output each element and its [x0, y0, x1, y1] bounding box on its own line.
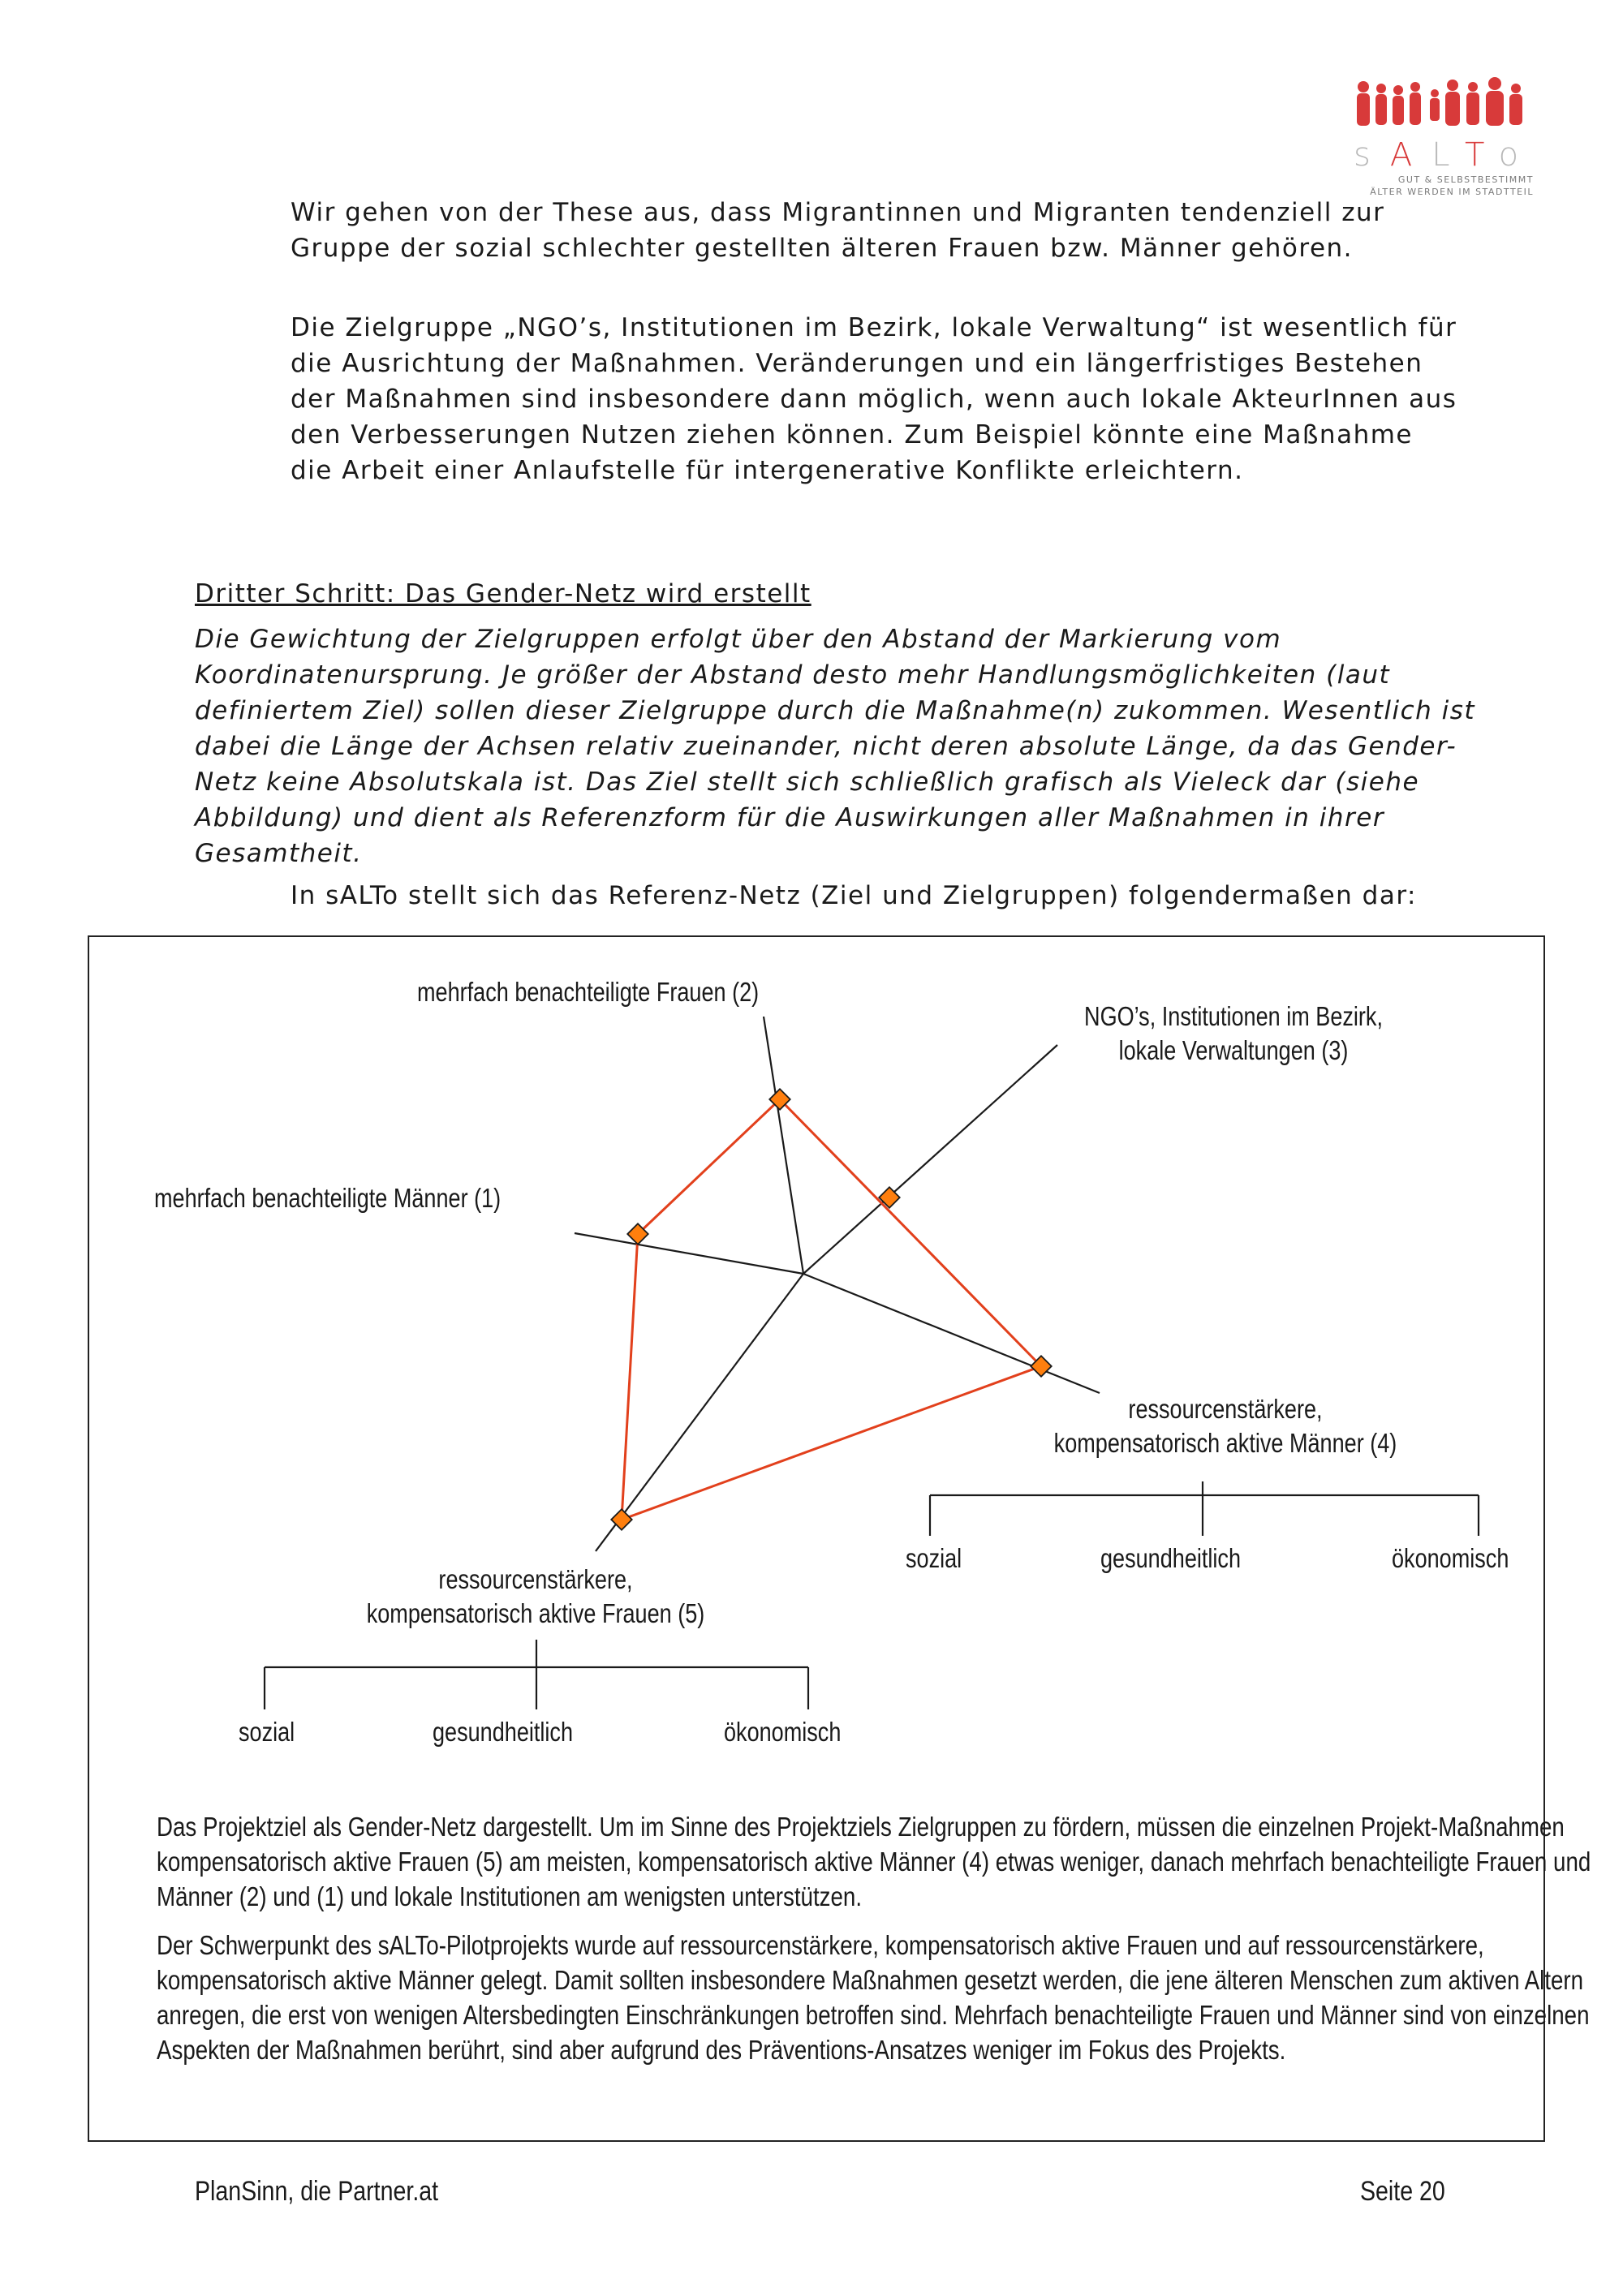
axis-label-4-line1: ressourcenstärkere,	[1128, 1394, 1323, 1424]
footer-company: PlanSinn, die Partner.at	[195, 2176, 439, 2207]
tree-women-sozial: sozial	[239, 1717, 295, 1747]
axis-label-5-line1: ressourcenstärkere,	[438, 1564, 633, 1594]
paragraph-ngo-target-group: Die Zielgruppe „NGO’s, Institutionen im Bezirk, lokale Verwaltung“ ist wesentlich für die Ausrichtung der Maßnahmen. Veränderungen und ein längerfristiges Bestehen der Maßnahmen sind insbesondere dann möglich, wenn auch lokale AkteurInnen aus den Verbesserungen Nutzen ziehen können. Zum Beispiel könnte eine Maßnahme die Arbeit einer Anlaufstelle für intergenerative Konflikte erleichtern.	[291, 313, 1457, 485]
tree-men	[930, 1481, 1479, 1536]
tagline-line-2: ÄLTER WERDEN IM STADTTEIL	[1370, 187, 1534, 197]
logo-letter: T	[1465, 136, 1499, 174]
logo-letter: s	[1354, 136, 1390, 174]
axis-label-3-line1: NGO’s, Institutionen im Bezirk,	[1084, 1001, 1383, 1031]
tree-women-gesundheitlich: gesundheitlich	[433, 1717, 574, 1747]
logo-letter: L	[1431, 136, 1465, 174]
axis-line-3	[803, 1045, 1057, 1274]
figure-caption-2: Der Schwerpunkt des sALTo-Pilotprojekts wurde auf ressourcenstärkere, kompensatorisch aktive Frauen und auf ressourcenstärkere, kompensatorisch aktive Männer gelegt. Damit sollten insbesondere Maßnahmen gesetzt werden, die jene älteren Menschen zum aktiven Altern anregen, die erst von wenigen Altersbedingten Einschränkungen betroffen sind. Mehrfach benachteiligte Frauen und Männer sind von einzelnen Aspekten der Maßnahmen berührt, sind aber aufgrund des Präventions-Ansatzes weniger im Fokus des Projekts.	[157, 1930, 1590, 2065]
footer-page-number: Seite 20	[1360, 2176, 1445, 2207]
axis-label-3-line2: lokale Verwaltungen (3)	[1118, 1035, 1349, 1065]
logo-letter: A	[1389, 136, 1432, 174]
paragraph-weighting-explanation: Die Gewichtung der Zielgruppen erfolgt über den Abstand der Markierung vom Koordinatenursprung. Je größer der Abstand desto mehr Handlungsmöglichkeiten (laut definiertem Ziel) sollen dieser Zielgruppe durch die Maßnahme(n) zukommen. Wesentlich ist dabei die Länge der Achsen relativ zueinander, nicht deren absolute Länge, da das Gender-Netz keine Absolutskala ist. Das Ziel stellt sich schließlich grafisch als Vieleck dar (siehe Abbildung) und dient als Referenzform für die Auswirkungen aller Maßnahmen in ihrer Gesamtheit.	[195, 625, 1476, 868]
figure-caption-1: Das Projektziel als Gender-Netz dargestellt. Um im Sinne des Projektziels Zielgruppen zu fördern, müssen die einzelnen Projekt-Maßnahmen kompensatorisch aktive Frauen (5) am meisten, kompensatorisch aktive Männer (4) etwas weniger, danach mehrfach benachteiligte Frauen und Männer (2) und (1) und lokale Institutionen am wenigsten unterstützen.	[157, 1812, 1591, 1911]
axis-label-4-line2: kompensatorisch aktive Männer (4)	[1053, 1428, 1397, 1458]
tree-men-oekonomisch: ökonomisch	[1392, 1543, 1509, 1573]
paragraph-reference-net-intro: In sALTo stellt sich das Referenz-Netz (Ziel und Zielgruppen) folgendermaßen dar:	[291, 881, 1417, 910]
tagline-line-1: GUT & SELBSTBESTIMMT	[1397, 174, 1534, 185]
axis-label-5-line2: kompensatorisch aktive Frauen (5)	[366, 1598, 705, 1628]
salto-logo-wordmark	[1354, 136, 1539, 174]
tree-women	[265, 1640, 808, 1709]
reference-polygon	[622, 1099, 1041, 1520]
logo-letter: o	[1498, 136, 1539, 174]
paragraph-migrants-thesis: Wir gehen von der These aus, dass Migrantinnen und Migranten tendenziell zur Gruppe der sozial schlechter gestellten älteren Frauen bzw. Männer gehören.	[291, 198, 1385, 263]
axis-line-4	[803, 1274, 1100, 1393]
tree-women-oekonomisch: ökonomisch	[724, 1717, 842, 1747]
tree-men-gesundheitlich: gesundheitlich	[1100, 1543, 1242, 1573]
axis-label-1: mehrfach benachteiligte Männer (1)	[154, 1183, 502, 1213]
axis-label-2: mehrfach benachteiligte Frauen (2)	[417, 977, 760, 1007]
axis-line-1	[575, 1233, 803, 1274]
axis-line-2	[764, 1017, 803, 1274]
tree-men-sozial: sozial	[906, 1543, 962, 1573]
section-heading: Dritter Schritt: Das Gender-Netz wird erstellt	[195, 579, 812, 608]
